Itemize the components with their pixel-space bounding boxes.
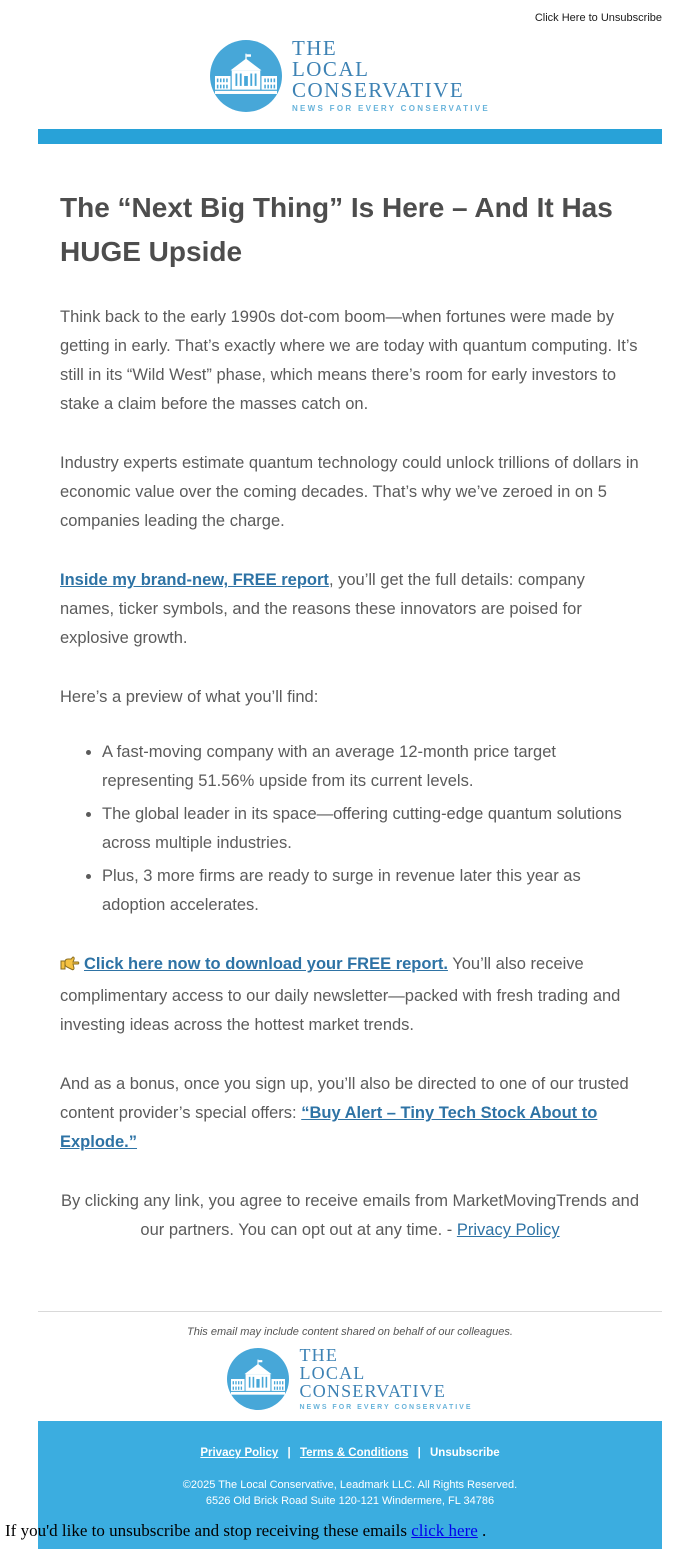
list-item: • A fast-moving company with an average 12-month price target representing 51.56% upside from its current levels.	[102, 738, 640, 796]
consent-text: By clicking any link, you agree to receive emails from MarketMovingTrends and our partners. You can opt out at any time. -	[60, 1192, 640, 1240]
header-logo	[38, 24, 662, 123]
paragraph-cta	[60, 950, 640, 1040]
footer-privacy-policy-link[interactable]: Privacy Policy	[200, 1447, 279, 1460]
copyright-line: ©2025 The Local Conservative, Leadmark LLC. All Rights Reserved.	[182, 1479, 518, 1492]
top-unsubscribe-link[interactable]: Click Here to Unsubscribe	[534, 12, 662, 24]
email-body	[38, 24, 662, 1549]
brand-line-conservative: CONSERVATIVE	[299, 1381, 447, 1402]
bottom-unsubscribe-text: If you'd like to unsubscribe and stop receiving these emails	[5, 1521, 407, 1541]
whitehouse-logo-icon	[210, 40, 282, 112]
whitehouse-logo-icon	[227, 1348, 289, 1410]
brand-line-conservative: CONSERVATIVE	[291, 78, 465, 102]
paragraph-consent	[60, 1187, 640, 1245]
brand-tagline: NEWS FOR EVERY CONSERVATIVE	[299, 1404, 473, 1412]
brand-line-local: LOCAL	[299, 1363, 366, 1384]
free-report-link[interactable]: Inside my brand-new, FREE report	[60, 571, 329, 590]
brand-name	[292, 38, 490, 113]
paragraph-experts: Industry experts estimate quantum technology could unlock trillions of dollars in economic value over the coming decades. That’s why we’ve zeroed in on 5 companies leading the charge.	[60, 454, 639, 531]
paragraph-bonus	[60, 1070, 640, 1157]
paragraph-bonus-text: And as a bonus, once you sign up, you’ll also be directed to one of our trusted content provider’s special offers:	[60, 1075, 629, 1123]
whitehouse-icon	[215, 53, 277, 99]
paragraph-intro: Think back to the early 1990s dot-com boom—when fortunes were made by getting in early. That’s exactly where we are today with quantum computing. It’s still in its “Wild West” phase, which means there’s room for early investors to stake a claim before the masses catch on.	[60, 308, 638, 414]
brand-name	[299, 1346, 472, 1411]
headline: The “Next Big Thing” Is Here – And It Has HUGE Upside	[60, 192, 613, 267]
paragraph-cta-rest: You’ll also receive complimentary access to our daily newsletter—packed with fresh trading and investing ideas across the hottest market trends.	[60, 955, 621, 1035]
download-report-link[interactable]: Click here now to download your FREE report.	[84, 955, 448, 974]
footer-logo	[38, 1338, 662, 1417]
footer-separator: |	[417, 1447, 421, 1460]
pointing-hand-icon	[60, 953, 80, 982]
privacy-policy-link[interactable]: Privacy Policy	[456, 1221, 560, 1240]
brand-line-local: LOCAL	[291, 57, 370, 81]
brand-tagline: NEWS FOR EVERY CONSERVATIVE	[291, 104, 491, 113]
paragraph-preview: Here’s a preview of what you’ll find:	[60, 688, 319, 707]
footer-copyright	[48, 1477, 652, 1509]
bottom-unsubscribe-suffix: .	[482, 1521, 487, 1541]
address-line: 6526 Old Brick Road Suite 120-121 Windermere, FL 34786	[205, 1495, 495, 1508]
list-item: • Plus, 3 more firms are ready to surge in revenue later this year as adoption accelerates.	[102, 862, 640, 920]
footer-divider	[38, 1311, 662, 1312]
bottom-unsubscribe-line	[5, 1521, 486, 1541]
footer-separator: |	[287, 1447, 291, 1460]
buy-alert-link[interactable]: “Buy Alert – Tiny Tech Stock About to Explode.”	[60, 1104, 598, 1152]
footer-terms-link[interactable]: Terms & Conditions	[299, 1447, 409, 1460]
colleagues-disclaimer: This email may include content shared on behalf of our colleagues.	[187, 1326, 513, 1339]
list-item: • The global leader in its space—offering cutting-edge quantum solutions across multiple industries.	[102, 800, 640, 858]
brand-line-the: THE	[299, 1345, 339, 1366]
click-here-link[interactable]: click here	[411, 1521, 478, 1541]
whitehouse-icon	[231, 1359, 285, 1399]
brand-line-the: THE	[291, 36, 338, 60]
preview-list	[60, 738, 640, 920]
footer-unsubscribe-link[interactable]: Unsubscribe	[429, 1447, 500, 1460]
article-content	[38, 186, 662, 1245]
header-divider-bar	[38, 129, 662, 144]
paragraph-report	[60, 566, 640, 653]
footer-links	[48, 1447, 652, 1459]
paragraph-report-rest: , you’ll get the full details: company names, ticker symbols, and the reasons these innovators are poised for explosive growth.	[60, 571, 585, 648]
